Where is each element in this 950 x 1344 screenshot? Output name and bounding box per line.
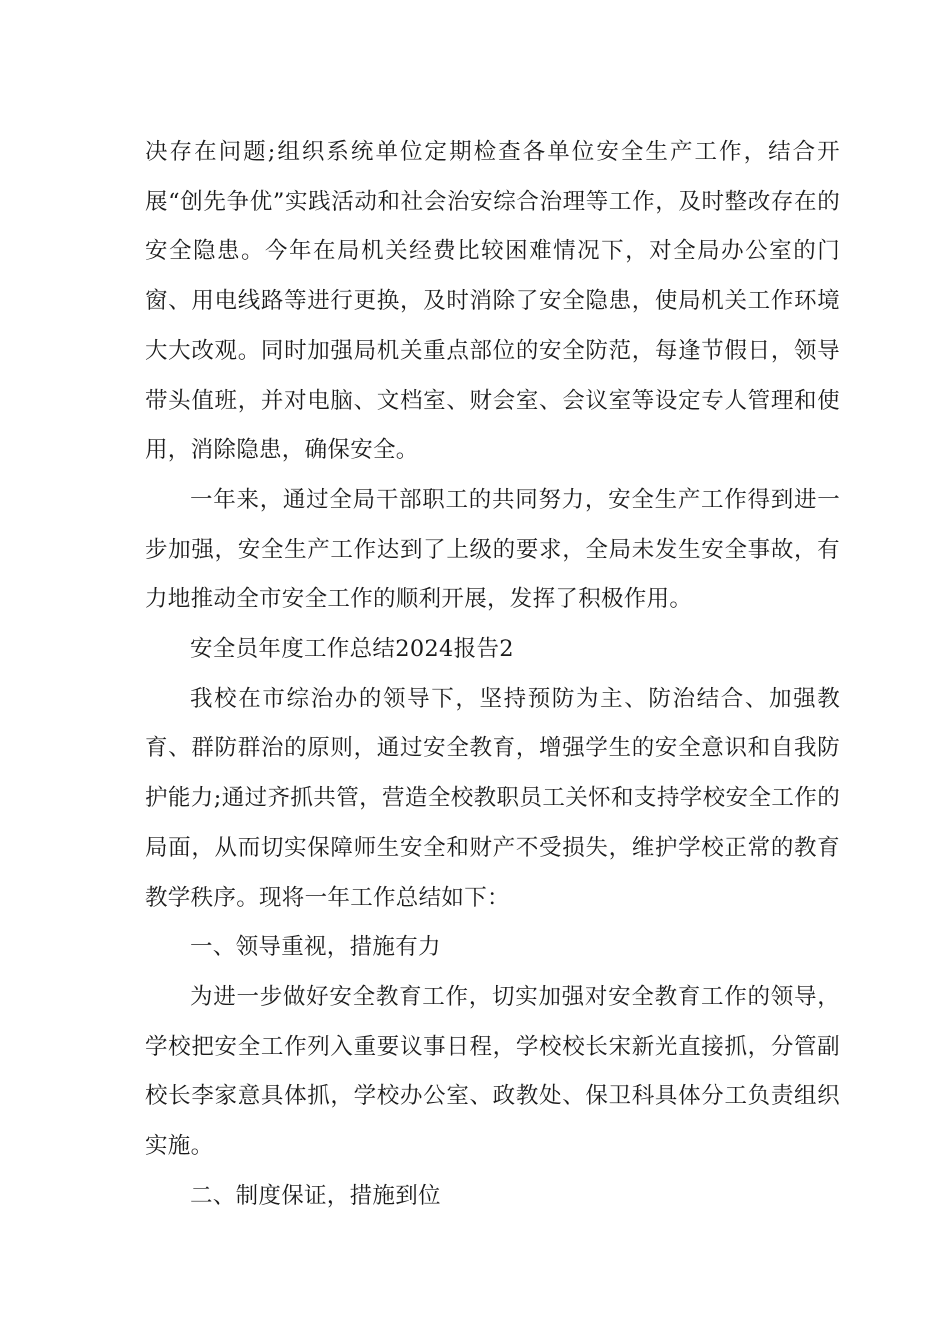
section-title: 安全员年度工作总结2024报告2 bbox=[190, 636, 514, 663]
paragraph: 我校在市综治办的领导下，坚持预防为主、防治结合、加强教育、群防群治的原则，通过安全教育，增强学生的安全意识和自我防护能力;通过齐抓共管，营造全校教职员工关怀和支持学校安全工作的局面，从而切实保障师生安全和财产不受损失，维护学校正常的教育教学秩序。现将一年工作总结如下： bbox=[145, 685, 840, 911]
document-body bbox=[145, 128, 840, 1221]
paragraph: 决存在问题;组织系统单位定期检查各单位安全生产工作，结合开展“创先争优”实践活动和社会治安综合治理等工作，及时整改存在的安全隐患。今年在局机关经费比较困难情况下，对全局办公室的门窗、用电线路等进行更换，及时消除了安全隐患，使局机关工作环境大大改观。同时加强局机关重点部位的安全防范，每逢节假日，领导带头值班，并对电脑、文档室、财会室、会议室等设定专人管理和使用，消除隐患，确保安全。 bbox=[145, 139, 840, 464]
section-heading: 一、领导重视，措施有力 bbox=[190, 934, 441, 961]
paragraph: 一年来，通过全局干部职工的共同努力，安全生产工作得到进一步加强，安全生产工作达到了上级的要求，全局未发生安全事故，有力地推动全市安全工作的顺利开展，发挥了积极作用。 bbox=[145, 486, 840, 613]
section-heading: 二、制度保证，措施到位 bbox=[190, 1182, 441, 1209]
paragraph: 为进一步做好安全教育工作，切实加强对安全教育工作的领导，学校把安全工作列入重要议事日程，学校校长宋新光直接抓，分管副校长李家意具体抓，学校办公室、政教处、保卫科具体分工负责组织实施。 bbox=[145, 983, 840, 1160]
